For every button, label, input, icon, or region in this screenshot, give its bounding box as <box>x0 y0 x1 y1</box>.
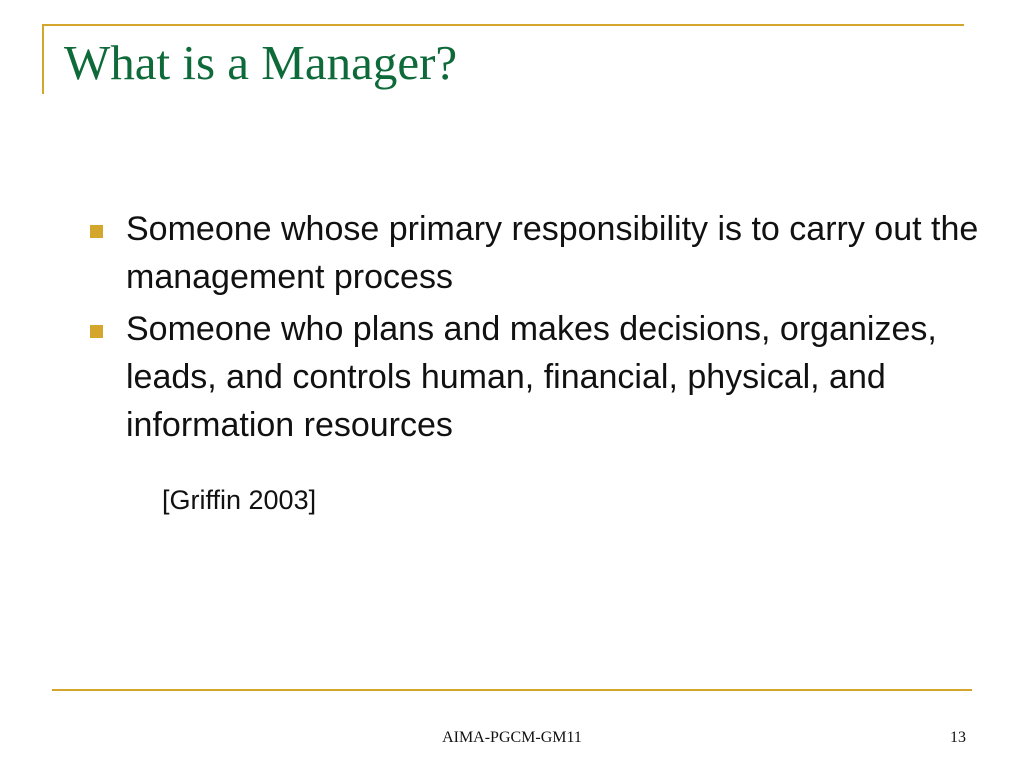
slide-number: 13 <box>950 729 966 746</box>
footer-text: AIMA-PGCM-GM11 <box>442 729 582 746</box>
citation: [Griffin 2003] <box>162 485 317 515</box>
bullet-text: Someone whose primary responsibility is to carry out the management process <box>126 210 979 296</box>
bullet-text: Someone who plans and makes decisions, organizes, leads, and controls human, financial, physical, and information resources <box>126 310 937 444</box>
bullet-list <box>88 205 988 453</box>
footer-divider <box>52 689 972 691</box>
square-bullet-icon <box>90 325 103 338</box>
square-bullet-icon <box>90 225 103 238</box>
title-frame-top-line <box>42 24 964 26</box>
bullet-item-2 <box>88 305 988 449</box>
bullet-item-1 <box>88 205 988 301</box>
title-frame-left-line <box>42 24 44 94</box>
slide-title: What is a Manager? <box>64 35 458 90</box>
